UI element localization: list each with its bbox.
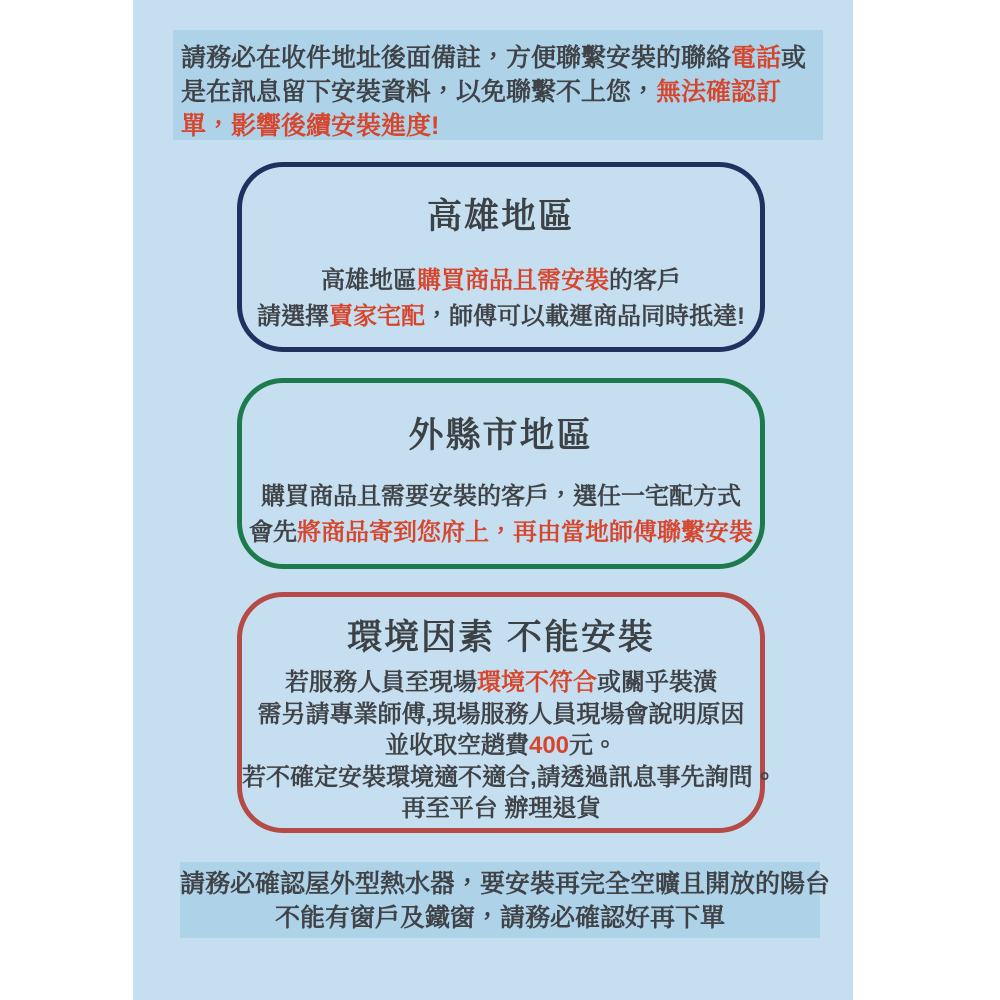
text-run: 購買商品且需要安裝的客戶，選任一宅配方式: [261, 483, 741, 510]
body-line: [242, 299, 760, 335]
text-run: 若不確定安裝環境適不適合,請透過訊息事先詢問。: [242, 763, 777, 791]
body-line: [242, 479, 760, 515]
text-run: 訊息留下安裝資料，以免聯繫不上您，: [231, 78, 657, 106]
content-panel: [133, 0, 853, 1000]
text-run: 請務必確認屋外型熱水器，要安裝再完全空曠且開放的陽台: [180, 870, 831, 898]
text-run-highlight: 400: [528, 732, 570, 759]
text-run: ，師傅可以載運商品同時抵達!: [425, 303, 745, 330]
text-run-highlight: 購買商品且需安裝: [417, 267, 609, 294]
text-run: 不能有窗戶及鐵窗，請務必確認好再下單: [274, 904, 725, 932]
environment-factors-title: 環境因素 不能安裝: [347, 618, 655, 657]
text-run-highlight: 賣家宅配: [329, 303, 425, 330]
other-counties-title: 外縣市地區: [408, 416, 594, 455]
text-run-highlight: 無法確認訂單，影響後: [181, 78, 782, 140]
text-run: 會先: [249, 519, 297, 546]
body-line: [242, 730, 760, 762]
text-run-highlight: 將商品寄到您府上，再由當地師傅聯繫安裝: [297, 519, 753, 546]
kaohsiung-area-box: [237, 162, 765, 352]
text-run: 請選擇: [257, 303, 329, 330]
text-run: 需另請專業師傅,現場服務人員現場會說明原因: [257, 700, 745, 728]
text-run: 高雄地區: [321, 267, 417, 294]
environment-factors-box: [237, 592, 777, 833]
body-line: [242, 793, 760, 825]
text-run-highlight: 電話: [731, 44, 782, 72]
text-run: 元。: [569, 732, 618, 759]
bottom-notice: [180, 862, 831, 938]
text-run: 或關乎裝潢: [597, 669, 717, 696]
body-line: [242, 699, 760, 731]
kaohsiung-area-body: [242, 263, 760, 335]
notice-line: [180, 867, 831, 901]
body-line: [242, 263, 760, 299]
other-counties-body: [242, 479, 760, 551]
top-notice: [173, 30, 823, 140]
body-line: [242, 667, 760, 699]
notice-text: [181, 41, 819, 143]
text-run: 再至平台 辦理退貨: [401, 795, 601, 822]
environment-factors-body: [242, 667, 777, 825]
text-run: 請務必在收件地址後面備註，方便聯繫安裝的聯絡: [181, 44, 732, 72]
text-run-highlight: 續安裝進度!: [306, 112, 440, 140]
body-line: [242, 515, 760, 551]
text-run-highlight: 環境不符合: [477, 669, 597, 696]
text-run: 的客戶: [609, 267, 681, 294]
other-counties-box: [237, 378, 765, 569]
kaohsiung-area-title: 高雄地區: [426, 197, 575, 236]
text-run: 或是在: [181, 44, 807, 106]
notice-line: [180, 901, 820, 935]
text-run: 並收取空趙費: [384, 732, 529, 759]
body-line: [242, 762, 777, 794]
text-run: 若服務人員至現場: [285, 669, 477, 696]
